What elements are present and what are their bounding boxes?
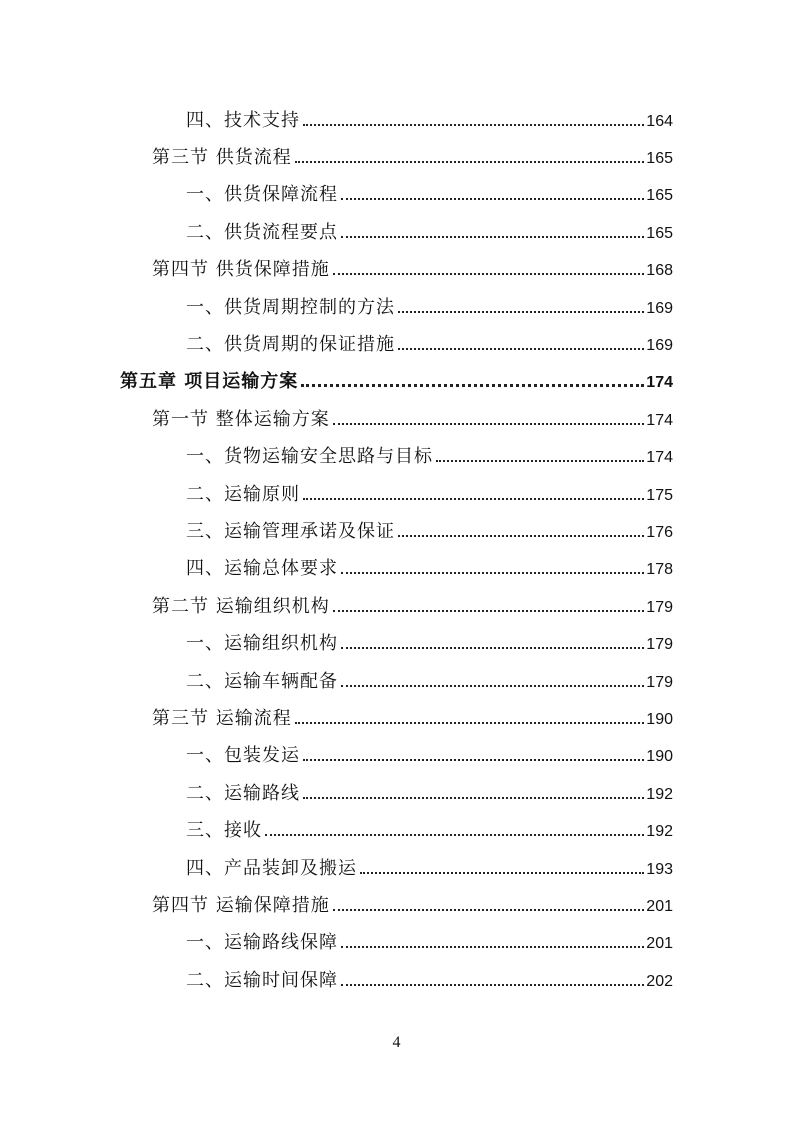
- toc-entry-title: 第三节 供货流程: [152, 147, 292, 169]
- toc-entry-page: 175: [646, 486, 673, 504]
- toc-entry[interactable]: [0, 586, 793, 623]
- toc-entry-page: 169: [646, 299, 673, 317]
- toc-entry-page: 169: [646, 337, 673, 355]
- dot-leader: [398, 311, 644, 313]
- toc-entry-title: 一、供货周期控制的方法: [186, 296, 395, 318]
- toc-entry-title: 第三节 运输流程: [152, 707, 292, 729]
- dot-leader: [341, 984, 644, 986]
- toc-entry-title: 一、货物运输安全思路与目标: [186, 446, 433, 468]
- dot-leader: [341, 198, 644, 200]
- dot-leader: [303, 797, 644, 799]
- dot-leader: [398, 348, 644, 350]
- toc-entry-page: 174: [646, 411, 673, 429]
- dot-leader: [303, 124, 644, 126]
- toc-entry-title: 二、运输时间保障: [186, 969, 338, 991]
- dot-leader: [341, 685, 644, 687]
- dot-leader: [341, 946, 644, 948]
- toc-entry-page: 165: [646, 150, 673, 168]
- toc-entry-title: 四、运输总体要求: [186, 558, 338, 580]
- toc-entry-page: 164: [646, 112, 673, 130]
- toc-entry[interactable]: [0, 736, 793, 773]
- toc-entry[interactable]: [0, 810, 793, 847]
- toc-entry-page: 179: [646, 636, 673, 654]
- toc-entry[interactable]: [0, 698, 793, 735]
- toc-entry-page: 192: [646, 823, 673, 841]
- toc-entry-page: 178: [646, 561, 673, 579]
- toc-entry-page: 193: [646, 860, 673, 878]
- toc-entry[interactable]: [0, 773, 793, 810]
- table-of-contents: [0, 100, 793, 997]
- toc-entry-title: 第四节 运输保障措施: [152, 894, 330, 916]
- toc-entry-title: 一、运输路线保障: [186, 932, 338, 954]
- toc-entry-page: 201: [646, 935, 673, 953]
- toc-entry-title: 第四节 供货保障措施: [152, 259, 330, 281]
- dot-leader: [295, 722, 645, 724]
- dot-leader: [303, 759, 644, 761]
- dot-leader: [301, 384, 644, 387]
- toc-entry[interactable]: [0, 661, 793, 698]
- toc-entry-title: 二、供货周期的保证措施: [186, 334, 395, 356]
- toc-entry-title: 二、运输车辆配备: [186, 670, 338, 692]
- toc-entry[interactable]: [0, 474, 793, 511]
- toc-entry[interactable]: [0, 960, 793, 997]
- toc-entry-page: 201: [646, 897, 673, 915]
- toc-entry-title: 二、供货流程要点: [186, 221, 338, 243]
- toc-entry[interactable]: [0, 324, 793, 361]
- dot-leader: [398, 535, 644, 537]
- toc-entry-title: 四、产品装卸及搬运: [186, 857, 357, 879]
- toc-entry-title: 第二节 运输组织机构: [152, 595, 330, 617]
- toc-entry-page: 190: [646, 748, 673, 766]
- toc-entry-title: 一、供货保障流程: [186, 184, 338, 206]
- toc-entry-title: 三、接收: [186, 820, 262, 842]
- toc-entry-page: 174: [646, 374, 673, 392]
- toc-entry[interactable]: [0, 923, 793, 960]
- dot-leader: [436, 460, 644, 462]
- toc-entry-page: 202: [646, 972, 673, 990]
- toc-entry[interactable]: [0, 399, 793, 436]
- toc-entry[interactable]: [0, 287, 793, 324]
- dot-leader: [341, 572, 644, 574]
- toc-entry-page: 190: [646, 710, 673, 728]
- toc-entry[interactable]: [0, 511, 793, 548]
- toc-entry[interactable]: [0, 362, 793, 399]
- toc-entry[interactable]: [0, 175, 793, 212]
- dot-leader: [360, 872, 644, 874]
- dot-leader: [265, 834, 644, 836]
- dot-leader: [341, 236, 644, 238]
- toc-entry-title: 四、技术支持: [186, 109, 300, 131]
- toc-entry[interactable]: [0, 549, 793, 586]
- toc-entry[interactable]: [0, 212, 793, 249]
- dot-leader: [303, 498, 644, 500]
- page-number: 4: [392, 1034, 401, 1051]
- dot-leader: [295, 161, 645, 163]
- toc-entry[interactable]: [0, 137, 793, 174]
- toc-entry[interactable]: [0, 848, 793, 885]
- toc-entry[interactable]: [0, 623, 793, 660]
- toc-entry-page: 179: [646, 673, 673, 691]
- toc-entry-title: 一、运输组织机构: [186, 633, 338, 655]
- toc-entry-page: 165: [646, 187, 673, 205]
- toc-entry-title: 一、包装发运: [186, 745, 300, 767]
- toc-entry-page: 192: [646, 785, 673, 803]
- toc-entry-title: 二、运输原则: [186, 483, 300, 505]
- toc-entry-page: 179: [646, 598, 673, 616]
- toc-entry-title: 三、运输管理承诺及保证: [186, 520, 395, 542]
- dot-leader: [333, 909, 645, 911]
- toc-entry-page: 165: [646, 224, 673, 242]
- toc-entry[interactable]: [0, 250, 793, 287]
- toc-entry-title: 第一节 整体运输方案: [152, 408, 330, 430]
- dot-leader: [341, 647, 644, 649]
- toc-entry-title: 二、运输路线: [186, 782, 300, 804]
- dot-leader: [333, 423, 645, 425]
- toc-entry[interactable]: [0, 437, 793, 474]
- toc-entry[interactable]: [0, 885, 793, 922]
- toc-entry-title: 第五章 项目运输方案: [120, 371, 299, 393]
- dot-leader: [333, 273, 645, 275]
- toc-entry[interactable]: [0, 100, 793, 137]
- toc-entry-page: 174: [646, 449, 673, 467]
- dot-leader: [333, 610, 645, 612]
- toc-entry-page: 176: [646, 523, 673, 541]
- toc-entry-page: 168: [646, 262, 673, 280]
